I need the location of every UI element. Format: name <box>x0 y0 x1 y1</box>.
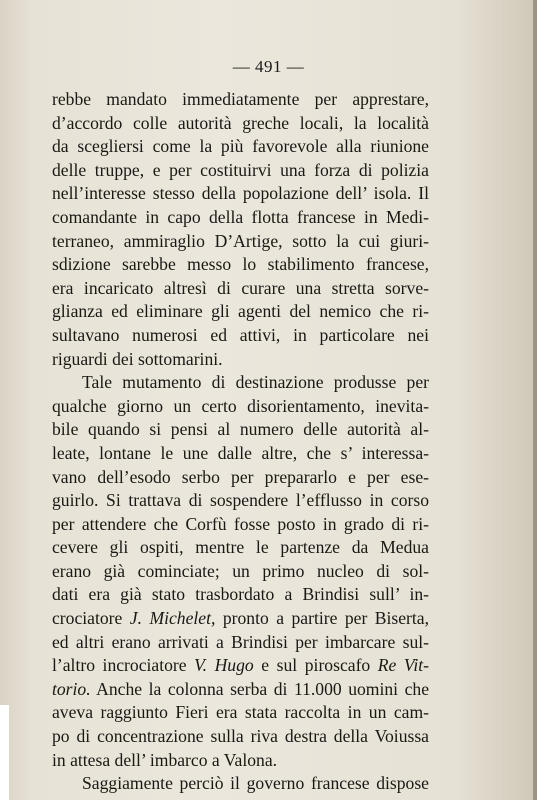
text-line: bile quando si pensi al numero delle autorità al- <box>52 419 429 440</box>
ship-name-italic: torio. <box>52 678 91 699</box>
text-line: per attendere che Corfù fosse posto in grado di ri- <box>52 513 429 534</box>
text-line: ed altri erano arrivati a Brindisi per imbarcare sul- <box>52 631 429 652</box>
text-line: era incaricato altresì di curare una stretta sorve- <box>52 277 429 298</box>
text-line: cevere gli ospiti, mentre le partenze da Medua <box>52 537 429 558</box>
text-line: terraneo, ammiraglio D’Artige, sotto la cui giuri- <box>52 230 429 251</box>
text-line: glianza ed eliminare gli agenti del nemico che ri- <box>52 301 429 322</box>
scan-notch <box>0 705 9 800</box>
text-line <box>52 654 429 678</box>
text-line: in attesa dell’ imbarco a Valona. <box>52 749 278 770</box>
text-line: vano dell’esodo serbo per prepararlo e per ese- <box>52 466 429 487</box>
text-segment: e sul piroscafo <box>253 655 378 676</box>
ship-name-italic: J. Michelet, <box>129 608 216 629</box>
text-line: d’accordo colle autorità greche locali, la località <box>52 112 429 133</box>
text-line: rebbe mandato immediatamente per apprestare, <box>52 89 429 109</box>
text-line: aveva raggiunto Fieri era stata raccolta in un cam- <box>52 702 429 723</box>
text-segment: Anche la colonna serba di 11.000 uomini che <box>90 678 429 699</box>
text-line: qualche giorno un certo disorientamento, inevita- <box>52 395 429 416</box>
text-line: delle truppe, e per costituirvi una forza di polizia <box>52 159 429 180</box>
ship-name-italic: Re Vit- <box>377 655 430 676</box>
paragraph-start-line: Saggiamente perciò il governo francese dispose <box>82 773 429 794</box>
ship-name-italic: V. Hugo <box>194 655 254 676</box>
text-line: nell’interesse stesso della popolazione dell’ isola. Il <box>52 183 429 204</box>
text-line: dati era già stato trasbordato a Brindisi sull’ in- <box>52 584 429 605</box>
page-number: — 491 — <box>232 57 305 76</box>
text-line: da scegliersi come la più favorevole alla riunione <box>52 136 429 157</box>
text-line: sdizione sarebbe messo lo stabilimento francese, <box>52 254 429 275</box>
text-segment: pronto a partire per Biserta, <box>215 608 429 629</box>
text-line: sultavano numerosi ed attivi, in particolare nei <box>52 324 429 345</box>
text-line <box>52 607 429 631</box>
text-line: riguardi dei sottomarini. <box>52 348 223 369</box>
body-text <box>52 88 429 796</box>
text-line: comandante in capo della flotta francese in Medi- <box>52 206 429 227</box>
text-line: po di concentrazione sulla riva destra della Voiussa <box>52 726 429 747</box>
text-line: erano già cominciate; un primo nucleo di sol- <box>52 560 429 581</box>
scan-edge <box>533 0 537 800</box>
text-line: leate, lontane le une dalle altre, che s’ interessa- <box>52 442 429 463</box>
text-segment: l’altro incrociatore <box>52 655 195 676</box>
text-line <box>52 678 429 702</box>
text-line: guirlo. Si trattava di sospendere l’efflusso in corso <box>52 490 429 511</box>
paragraph-start-line: Tale mutamento di destinazione produsse per <box>82 372 429 393</box>
text-segment: crociatore <box>52 608 130 629</box>
